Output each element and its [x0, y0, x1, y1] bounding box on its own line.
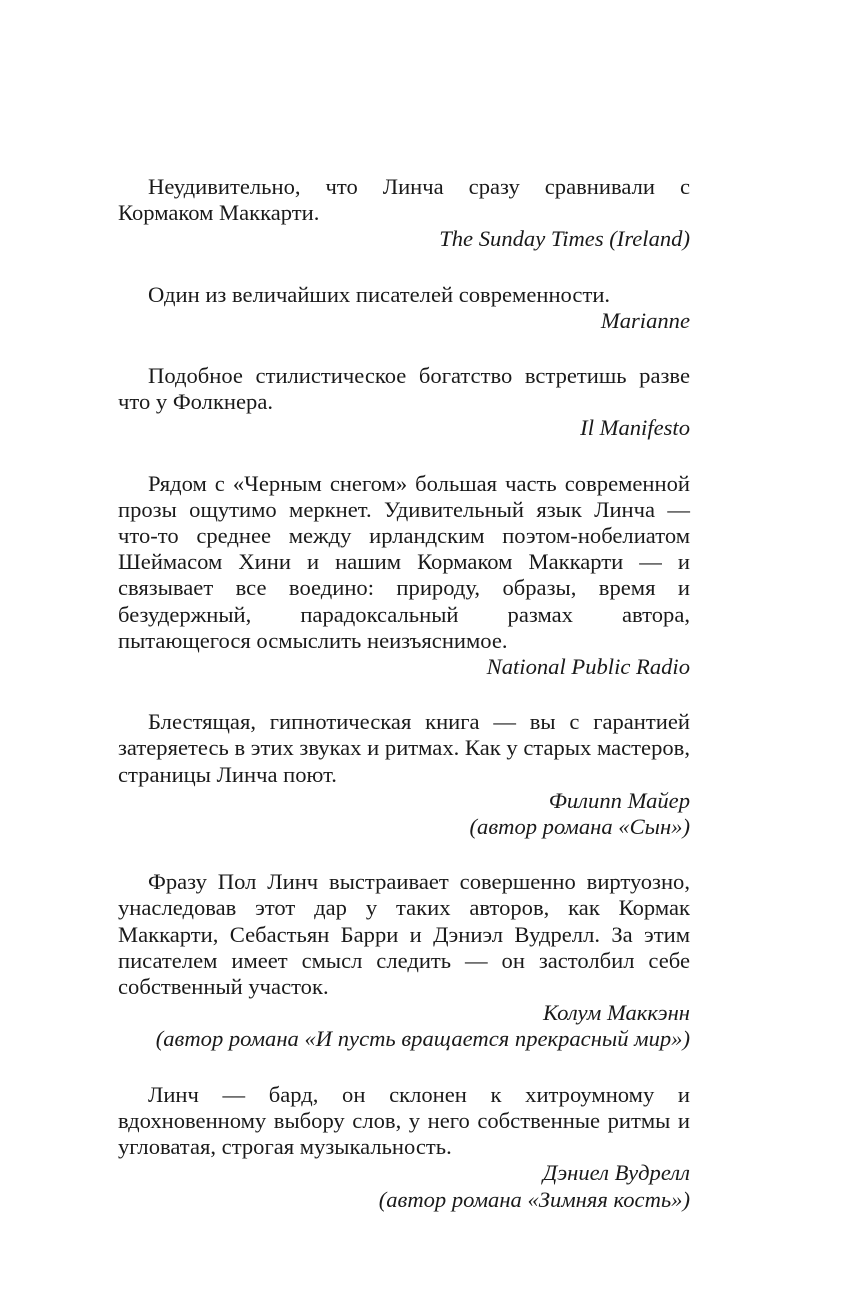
blurb-source: Il Manifesto: [580, 415, 690, 441]
blurb-author: Колум Маккэнн: [543, 1000, 690, 1026]
blurb-author: Дэниел Вудрелл: [542, 1160, 690, 1186]
blurb-quote: Фразу Пол Линч выстраивает совершенно виртуозно, унаследовав этот дар у таких авторов, как Кормак Маккарти, Себастьян Барри и Дэниэл Вудрелл. За этим писателем имеет смысл следить — он застолбил себе собственный участок.: [118, 869, 690, 1000]
praise-blurb: [118, 869, 690, 1052]
blurb-source: Marianne: [600, 307, 690, 333]
blurb-quote: Неудивительно, что Линча сразу сравнивали с Кормаком Маккарти.: [118, 174, 690, 226]
blurb-quote: Блестящая, гипнотическая книга — вы с гарантией затеряетесь в этих звуках и ритмах. Как у старых мастеров, страницы Линча поют.: [118, 709, 690, 787]
praise-blurb: [118, 174, 690, 253]
praise-blurb: [118, 1082, 690, 1213]
blurb-author-note: (автор романа «Зимняя кость»): [378, 1186, 690, 1212]
blurb-source: National Public Radio: [486, 654, 690, 680]
blurb-author: Филипп Майер: [548, 787, 690, 813]
praise-blurb: [118, 471, 690, 681]
praise-column: [118, 174, 690, 1242]
blurb-quote: Рядом с «Черным снегом» большая часть современной прозы ощутимо меркнет. Удивительный язык Линча — что-то среднее между ирландским поэтом-нобелиатом Шеймасом Хини и нашим Кормаком Маккарти — и связывает все воедино: природу, образы, время и безудержный, парадоксальный размах автора, пытающегося осмыслить неизъяснимое.: [118, 470, 690, 653]
praise-blurb: [118, 363, 690, 442]
blurb-author-note: (автор романа «Сын»): [469, 814, 690, 840]
blurb-quote: Один из величайших писателей современности.: [148, 281, 611, 307]
blurb-author-note: (автор романа «И пусть вращается прекрасный мир»): [155, 1026, 690, 1052]
blurb-quote: Подобное стилистическое богатство встретишь разве что у Фолкнера.: [118, 363, 690, 415]
blurb-source: The Sunday Times (Ireland): [439, 226, 690, 252]
praise-blurb: [118, 709, 690, 840]
blurb-quote: Линч — бард, он склонен к хитроумному и вдохновенному выбору слов, у него собственные ритмы и угловатая, строгая музыкальность.: [118, 1081, 690, 1160]
praise-blurb: [118, 282, 690, 334]
